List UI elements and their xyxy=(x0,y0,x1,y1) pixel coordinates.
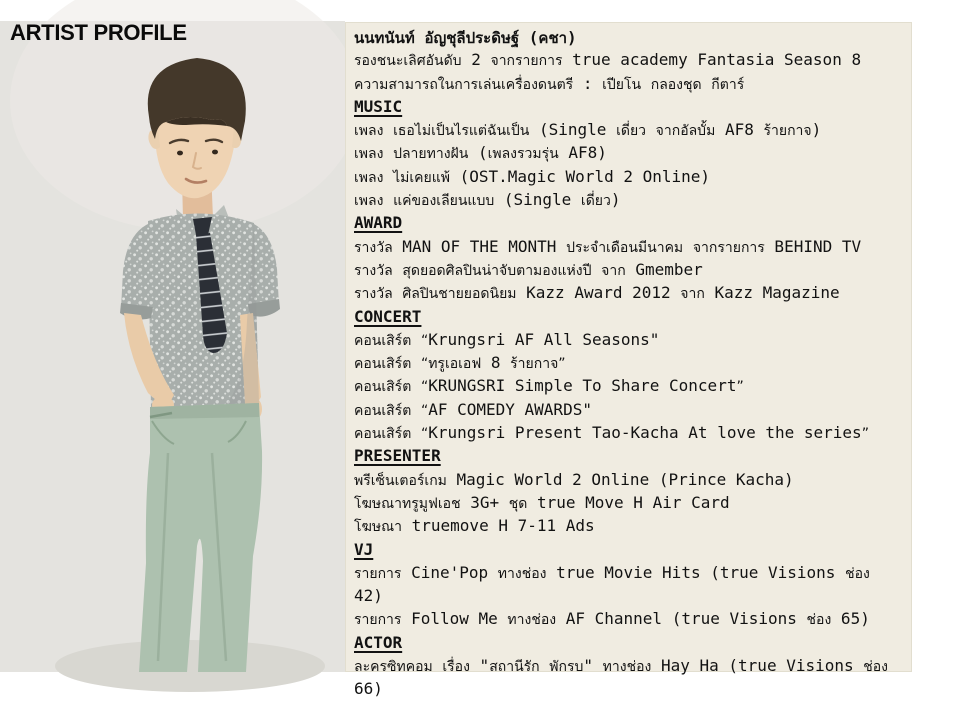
latin-text: Kazz Award 2012 xyxy=(516,283,681,303)
latin-text: : xyxy=(573,73,603,93)
profile-line: ความสามารถในการเล่นเครื่องดนตรี : เปียโน กลองชุด กีตาร์ xyxy=(354,73,745,93)
latin-text: VJ xyxy=(354,539,374,559)
latin-text: ACTOR xyxy=(354,632,403,652)
latin-text: AF Channel (true Visions xyxy=(556,609,807,629)
latin-text xyxy=(433,656,443,675)
profile-line: เพลง แค่ของเลียนแบบ (Single เดี่ยว) xyxy=(354,190,621,210)
latin-text: true Movie Hits (true Visions xyxy=(546,562,846,582)
latin-text: Krungsri AF All Seasons" xyxy=(428,329,660,349)
latin-text: Krungsri Present Tao-Kacha At love the series xyxy=(428,423,862,443)
latin-text xyxy=(411,423,421,442)
profile-line: คอนเสิร์ต “Krungsri AF All Seasons" xyxy=(354,329,660,349)
latin-text xyxy=(415,28,425,47)
profile-line: โฆษณา truemove H 7-11 Ads xyxy=(354,516,595,536)
latin-text: truemove H 7-11 Ads xyxy=(402,516,595,536)
profile-line: คอนเสิร์ต “ทรูเอเอฟ 8 ร้ายกาจ” xyxy=(354,353,566,373)
latin-text: CONCERT xyxy=(354,306,422,326)
latin-text: 8 xyxy=(481,353,511,373)
profile-line: รางวัล MAN OF THE MONTH ประจำเดือนมีนาคม จากรายการ BEHIND TV xyxy=(354,236,862,256)
latin-text: ( xyxy=(468,143,488,163)
latin-text: (Single xyxy=(494,190,581,210)
profile-line: เพลง ไม่เคยแพ้ (OST.Magic World 2 Online) xyxy=(354,166,711,186)
latin-text: ( xyxy=(519,28,539,47)
latin-text: 66) xyxy=(354,679,383,699)
latin-text: ) xyxy=(610,190,621,210)
latin-text: AF8) xyxy=(558,143,607,163)
latin-text xyxy=(411,376,421,395)
latin-text: AWARD xyxy=(354,213,403,233)
latin-text: 42) xyxy=(354,586,383,606)
section-heading xyxy=(354,212,905,235)
latin-text xyxy=(383,190,393,209)
latin-text: BEHIND TV xyxy=(764,236,862,256)
profile-line: รองชนะเลิศอันดับ 2 จากรายการ true academy Fantasia Season 8 xyxy=(354,50,862,70)
latin-text: MUSIC xyxy=(354,96,403,116)
latin-text: Follow Me xyxy=(401,609,508,629)
latin-text: MAN OF THE MONTH xyxy=(392,236,567,256)
latin-text xyxy=(592,260,602,279)
profile-line: รางวัล ศิลปินชายยอดนิยม Kazz Award 2012 จาก Kazz Magazine xyxy=(354,283,840,303)
latin-text: Kazz Magazine xyxy=(704,283,840,303)
latin-text: ) xyxy=(567,28,577,47)
profile-line: คอนเสิร์ต “AF COMEDY AWARDS" xyxy=(354,399,592,419)
latin-text xyxy=(411,353,421,372)
artist-name: นนทนันท์ อัญชุลีประดิษฐ์ (คชา) xyxy=(354,28,577,47)
latin-text: AF8 xyxy=(715,120,764,140)
latin-text xyxy=(383,120,393,139)
latin-text: true Move H Air Card xyxy=(527,492,730,512)
latin-text: (Single xyxy=(529,120,617,140)
latin-text: Gmember xyxy=(625,259,703,279)
profile-content xyxy=(354,49,905,701)
artist-portrait-illustration xyxy=(0,21,345,672)
latin-text xyxy=(683,237,693,256)
page-title: ARTIST PROFILE xyxy=(10,20,187,45)
latin-text: PRESENTER xyxy=(354,446,441,466)
latin-text xyxy=(383,143,393,162)
latin-text xyxy=(393,260,403,279)
section-heading xyxy=(354,445,905,468)
latin-text xyxy=(411,400,421,419)
latin-text: true academy Fantasia Season 8 xyxy=(562,50,862,70)
profile-line: ละครซิทคอม เรื่อง "สถานีรัก พักรบ" ทางช่อง Hay Ha (true Visions ช่อง 66) xyxy=(354,656,889,699)
latin-text: " xyxy=(583,656,603,676)
latin-text: Cine'Pop xyxy=(401,562,498,582)
latin-text: 3G+ xyxy=(460,492,509,512)
latin-text xyxy=(540,656,550,675)
latin-text xyxy=(411,330,421,349)
profile-line: คอนเสิร์ต “KRUNGSRI Simple To Share Concert” xyxy=(354,376,744,396)
latin-text: AF COMEDY AWARDS" xyxy=(428,399,592,419)
latin-text: 2 xyxy=(461,50,491,70)
profile-panel xyxy=(345,22,912,699)
artist-photo xyxy=(0,21,345,672)
latin-text: 65) xyxy=(831,609,870,629)
latin-text xyxy=(646,120,656,139)
latin-text: " xyxy=(469,656,490,676)
profile-line: รางวัล สุดยอดศิลปินน่าจับตามองแห่งปี จาก Gmember xyxy=(354,259,703,279)
latin-text: ) xyxy=(811,120,822,140)
latin-text xyxy=(383,167,393,186)
section-heading xyxy=(354,96,905,119)
profile-line: คอนเสิร์ต “Krungsri Present Tao-Kacha At love the series” xyxy=(354,423,869,443)
profile-line: พรีเซ็นเตอร์เกม Magic World 2 Online (Prince Kacha) xyxy=(354,469,794,489)
section-heading xyxy=(354,539,905,562)
latin-text: (OST.Magic World 2 Online) xyxy=(449,166,711,186)
latin-text xyxy=(702,74,712,93)
latin-text: Hay Ha (true Visions xyxy=(651,656,864,676)
profile-line: รายการ Follow Me ทางช่อง AF Channel (true Visions ช่อง 65) xyxy=(354,609,870,629)
profile-line: เพลง ปลายทางฝัน (เพลงรวมรุ่น AF8) xyxy=(354,143,607,163)
section-heading xyxy=(354,632,905,655)
latin-text xyxy=(641,74,651,93)
latin-text xyxy=(393,283,403,302)
profile-line: โฆษณาทรูมูฟเอช 3G+ ชุด true Move H Air Card xyxy=(354,492,730,512)
latin-text: KRUNGSRI Simple To Share Concert xyxy=(428,376,737,396)
profile-line: เพลง เธอไม่เป็นไรแต่ฉันเป็น (Single เดี่ยว จากอัลบั้ม AF8 ร้ายกาจ) xyxy=(354,120,822,140)
latin-text: Magic World 2 Online (Prince Kacha) xyxy=(446,469,794,489)
section-heading xyxy=(354,306,905,329)
profile-line: รายการ Cine'Pop ทางช่อง true Movie Hits (true Visions ช่อง 42) xyxy=(354,562,870,606)
